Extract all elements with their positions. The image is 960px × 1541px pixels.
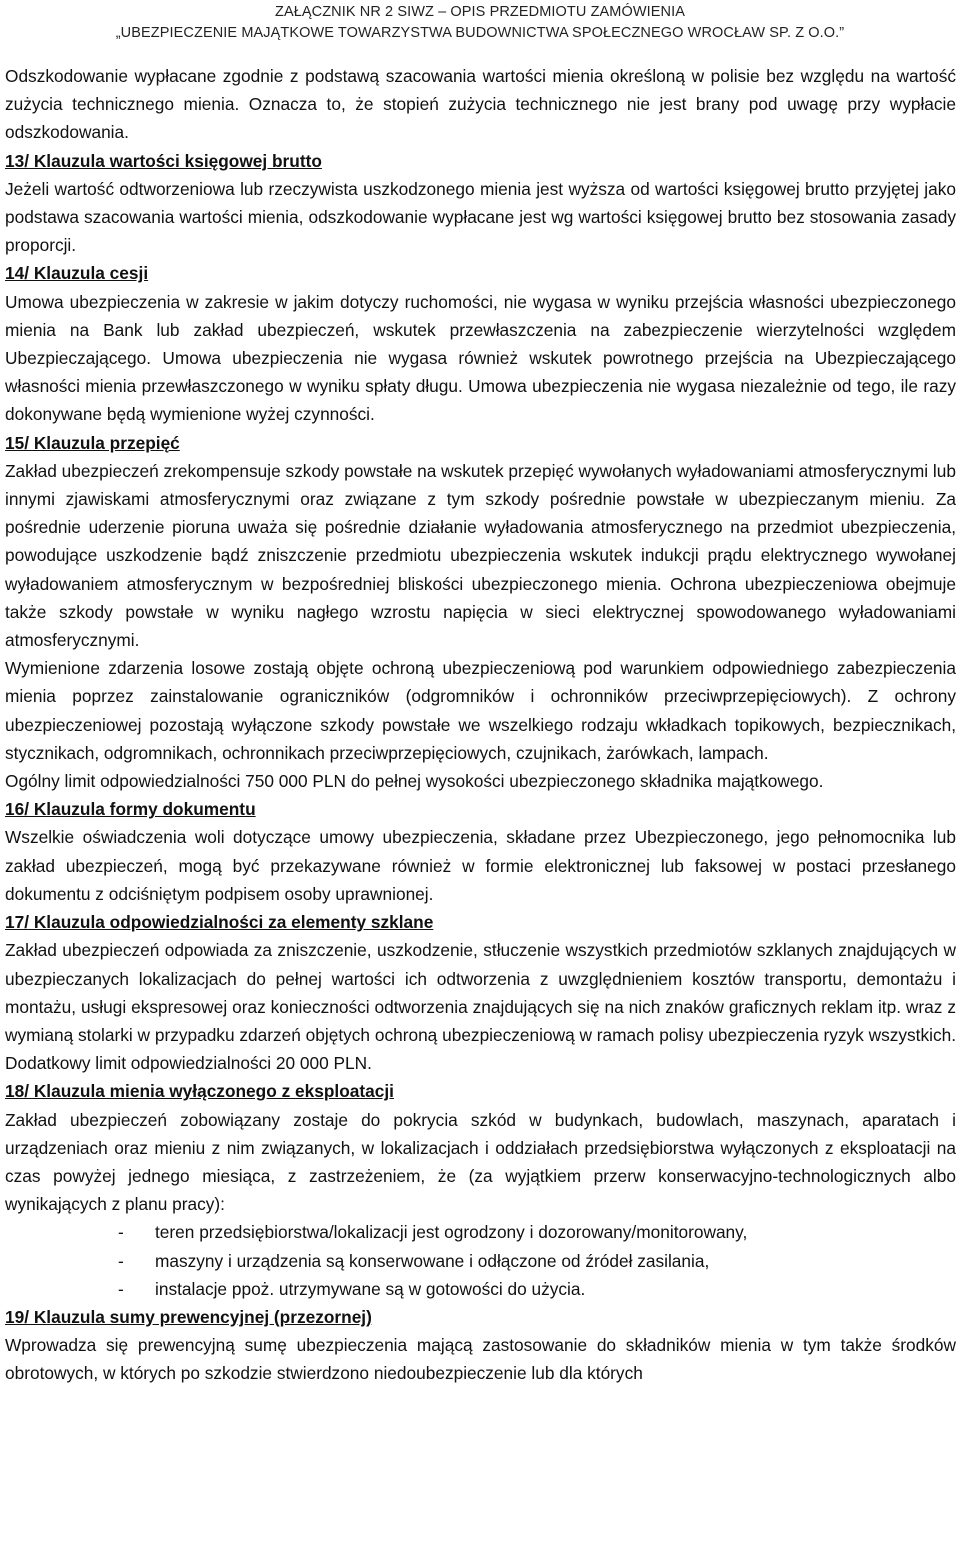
list-item: - maszyny i urządzenia są konserwowane i odłączone od źródeł zasilania,: [118, 1247, 956, 1275]
section-18-list: [5, 1218, 956, 1303]
document-body: [5, 62, 956, 1388]
header-subtitle: „UBEZPIECZENIE MAJĄTKOWE TOWARZYSTWA BUDOWNICTWA SPOŁECZNEGO WROCŁAW SP. Z O.O.”: [115, 25, 845, 41]
section-17-heading: 17/ Klauzula odpowiedzialności za elementy szklane: [5, 912, 434, 933]
section-14-paragraph: Umowa ubezpieczenia w zakresie w jakim dotyczy ruchomości, nie wygasa w wyniku przejścia własności ubezpieczonego mienia na Bank lub zakład ubezpieczeń, wskutek przewłaszczenia na zabezpieczenie wierzytelności względem Ubezpieczającego. Umowa ubezpieczenia nie wygasa również wskutek powrotnego przejścia na Ubezpieczającego własności mienia przewłaszczonego w wyniku spłaty długu. Umowa ubezpieczenia nie wygasa niezależnie od tego, ile razy dokonywane będą wymienione wyżej czynności.: [5, 291, 956, 425]
section-18-paragraph: Zakład ubezpieczeń zobowiązany zostaje do pokrycia szkód w budynkach, budowlach, maszynach, aparatach i urządzeniach oraz mieniu z nim związanych, w lokalizacjach i oddziałach przedsiębiorstwa wyłączonych z eksploatacji na czas powyżej jednego miesiąca, z zastrzeżeniem, że (za wyjątkiem przerw konserwacyjno-technologicznych albo wynikających z planu pracy):: [5, 1109, 956, 1215]
list-item: - instalacje ppoż. utrzymywane są w gotowości do użycia.: [118, 1275, 956, 1303]
section-15-paragraph-3: Ogólny limit odpowiedzialności 750 000 PLN do pełnej wysokości ubezpieczonego składnika majątkowego.: [5, 771, 824, 792]
section-15-paragraph-1: Zakład ubezpieczeń zrekompensuje szkody powstałe na wskutek przepięć wywołanych wyładowaniami atmosferycznymi lub innymi zjawiskami atmosferycznymi oraz związane z tym szkody pośrednie powstałe w ubezpieczanym mieniu. Za pośrednie uderzenie pioruna uważa się pośrednie działanie wyładowania atmosferycznego na przedmiot ubezpieczenia, powodujące uszkodzenie bądź zniszczenie przedmiotu ubezpieczenia wskutek indukcji prądu elektrycznego wywołanej wyładowaniem atmosferycznym w bezpośredniej bliskości ubezpieczonego mienia. Ochrona ubezpieczeniowa obejmuje także szkody powstałe w wyniku nagłego wzrostu napięcia w sieci elektrycznej spowodowanego wyładowaniami atmosferycznymi.: [5, 460, 956, 651]
document-header: [0, 0, 960, 44]
section-15-paragraph-2: Wymienione zdarzenia losowe zostają objęte ochroną ubezpieczeniową pod warunkiem odpowiedniego zabezpieczenia mienia poprzez zainstalowanie ograniczników (odgromników i ochronników przeciwprzepięciowych). Z ochrony ubezpieczeniowej pozostają wyłączone szkody powstałe we wszelkiego rodzaju wkładkach topikowych, bezpiecznikach, stycznikach, odgromnikach, ochronnikach przeciwprzepięciowych, czujnikach, żarówkach, lampach.: [5, 658, 956, 763]
section-16-paragraph: Wszelkie oświadczenia woli dotyczące umowy ubezpieczenia, składane przez Ubezpieczonego, jego pełnomocnika lub zakład ubezpieczeń, mogą być przekazywane również w formie elektronicznej lub faksowej w postaci przesłanego dokumentu z odciśniętym podpisem osoby uprawnionej.: [5, 827, 956, 904]
section-19-paragraph: Wprowadza się prewencyjną sumę ubezpieczenia mającą zastosowanie do składników mienia w tym także środków obrotowych, w których po szkodzie stwierdzono niedoubezpieczenie lub dla których: [5, 1335, 956, 1384]
section-14-heading: 14/ Klauzula cesji: [5, 263, 149, 284]
header-title: ZAŁĄCZNIK NR 2 SIWZ – OPIS PRZEDMIOTU ZAMÓWIENIA: [274, 4, 686, 20]
section-19-heading: 19/ Klauzula sumy prewencyjnej (przezornej): [5, 1306, 372, 1327]
intro-paragraph: Odszkodowanie wypłacane zgodnie z podstawą szacowania wartości mienia określoną w polisie bez względu na wartość zużycia technicznego mienia. Oznacza to, że stopień zużycia technicznego nie jest brany pod uwagę przy wypłacie odszkodowania.: [5, 66, 956, 143]
section-13-heading: 13/ Klauzula wartości księgowej brutto: [5, 150, 322, 171]
list-item: - teren przedsiębiorstwa/lokalizacji jest ogrodzony i dozorowany/monitorowany,: [118, 1218, 956, 1246]
section-15-heading: 15/ Klauzula przepięć: [5, 432, 180, 453]
section-13-paragraph: Jeżeli wartość odtworzeniowa lub rzeczywista uszkodzonego mienia jest wyższa od wartości księgowej brutto przyjętej jako podstawa szacowania wartości mienia, odszkodowanie wypłacane jest wg wartości księgowej brutto bez stosowania zasady proporcji.: [5, 178, 956, 256]
section-18-heading: 18/ Klauzula mienia wyłączonego z eksploatacji: [5, 1081, 394, 1102]
section-16-heading: 16/ Klauzula formy dokumentu: [5, 799, 256, 820]
section-17-paragraph: Zakład ubezpieczeń odpowiada za zniszczenie, uszkodzenie, stłuczenie wszystkich przedmiotów szklanych znajdujących w ubezpieczanych lokalizacjach do pełnej wartości ich odtworzenia z uwzględnieniem kosztów transportu, demontażu i montażu, usługi ekspresowej oraz konieczności odtworzenia znajdujących się na nich znaków graficznych reklam itp. wraz z wymianą stolarki w przypadku zdarzeń objętych ochroną ubezpieczeniową w ramach polisy ubezpieczenia ryzyk wszystkich. Dodatkowy limit odpowiedzialności 20 000 PLN.: [5, 940, 956, 1074]
